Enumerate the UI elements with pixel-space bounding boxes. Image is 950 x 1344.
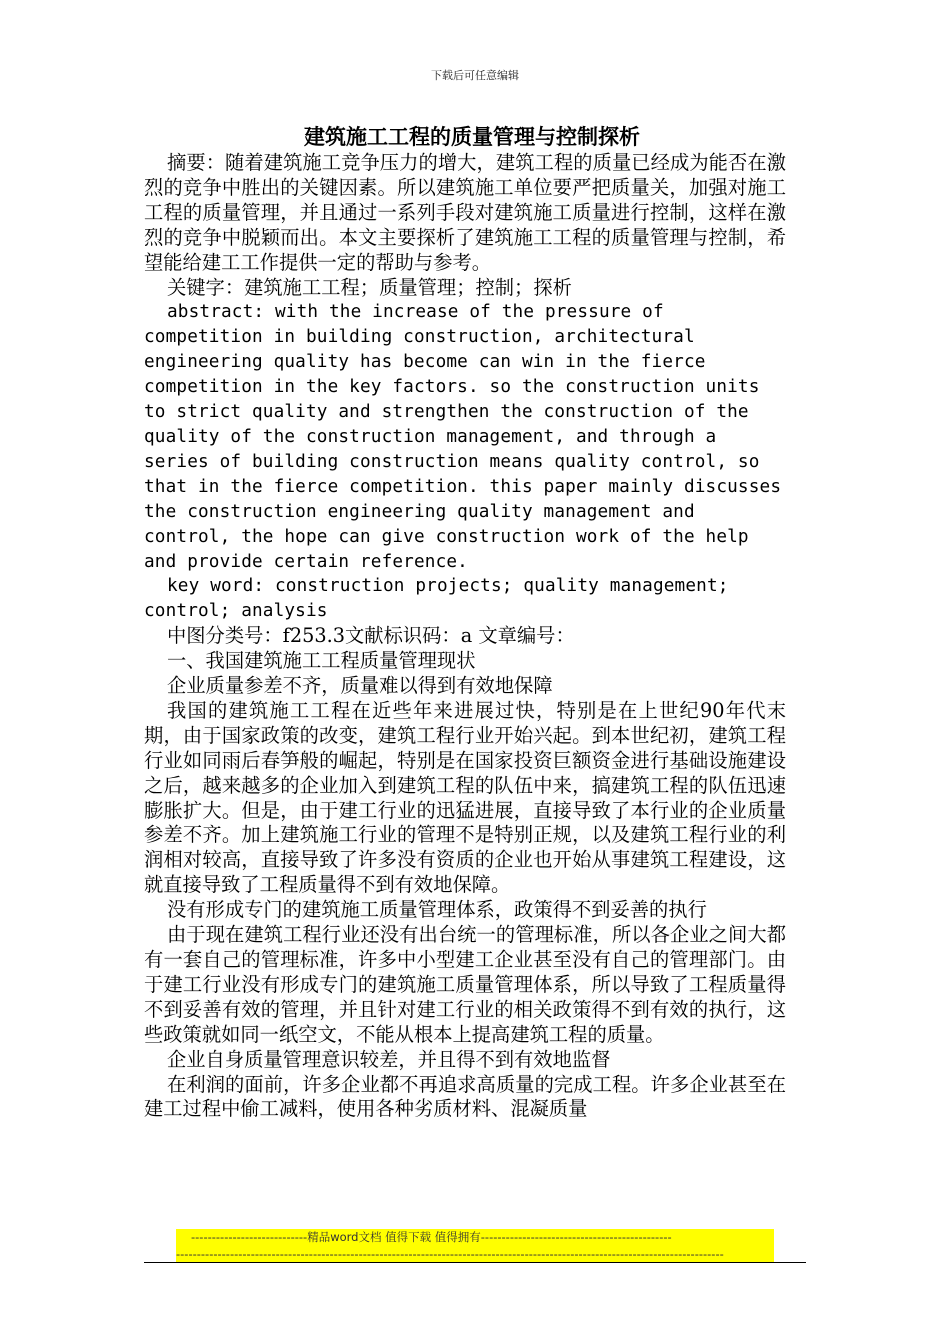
footer-banner-line2: ------------------------------------------------------------------------------------------------------------------------------------ xyxy=(176,1247,724,1261)
keywords-en: key word: construction projects; quality management; control; analysis xyxy=(144,576,729,622)
document-body xyxy=(144,124,786,1122)
section-heading: 一、我国建筑施工工程质量管理现状 xyxy=(167,649,476,673)
keywords-cn: 关键字：建筑施工工程；质量管理；控制；探析 xyxy=(167,275,572,299)
subsection-heading: 企业自身质量管理意识较差，并且得不到有效地监督 xyxy=(167,1047,611,1071)
document-title: 建筑施工工程的质量管理与控制探析 xyxy=(304,124,640,149)
footer-banner-line1: ----------------------------精品word文档 值得下载 值得拥有---------------------------------------------- xyxy=(191,1230,672,1244)
abstract-en: abstract: with the increase of the pressure of competition in building construction, architectural engineering quality has become can win in the fierce competition in the key factors. so the construction units to strict quality and strengthen the construction of the quality of the construction management, and through a series of building construction means quality control, so that in the fierce competition. this paper mainly discusses the construction engineering quality management and control, the hope can give construction work of the help and provide certain reference. xyxy=(144,302,782,572)
body-paragraph: 由于现在建筑工程行业还没有出台统一的管理标准，所以各企业之间大都有一套自己的管理标准，许多中小型建工企业甚至没有自己的管理部门。由于建工行业没有形成专门的建筑施工质量管理体系，所以导致了工程质量得不到妥善有效的管理，并且针对建工行业的相关政策得不到有效的执行，这些政策就如同一纸空文，不能从根本上提高建筑工程的质量。 xyxy=(144,923,786,1046)
body-paragraph: 在利润的面前，许多企业都不再追求高质量的完成工程。许多企业甚至在建工过程中偷工减料，使用各种劣质材料、混凝质量 xyxy=(144,1072,786,1121)
subsection-heading: 没有形成专门的建筑施工质量管理体系，政策得不到妥善的执行 xyxy=(167,898,707,922)
subsection-heading: 企业质量参差不齐，质量难以得到有效地保障 xyxy=(167,674,553,698)
page-header-note: 下载后可任意编辑 xyxy=(431,69,519,82)
footer-banner xyxy=(176,1229,774,1263)
abstract-cn: 摘要：随着建筑施工竞争压力的增大，建筑工程的质量已经成为能否在激烈的竞争中胜出的关键因素。所以建筑施工单位要严把质量关，加强对施工工程的质量管理，并且通过一系列手段对建筑施工质量进行控制，这样在激烈的竞争中脱颖而出。本文主要探析了建筑施工工程的质量管理与控制，希望能给建工工作提供一定的帮助与参考。 xyxy=(144,151,786,274)
body-paragraph: 我国的建筑施工工程在近些年来进展过快，特别是在上世纪90年代末期，由于国家政策的改变，建筑工程行业开始兴起。到本世纪初，建筑工程行业如同雨后春笋般的崛起，特别是在国家投资巨额资金进行基础设施建设之后，越来越多的企业加入到建筑工程的队伍中来，搞建筑工程的队伍迅速膨胀扩大。但是，由于建工行业的迅猛进展，直接导致了本行业的企业质量参差不齐。加上建筑施工行业的管理不是特别正规，以及建筑工程行业的利润相对较高，直接导致了许多没有资质的企业也开始从事建筑工程建设，这就直接导致了工程质量得不到有效地保障。 xyxy=(144,698,786,897)
classification-line: 中图分类号：f253.3文献标识码：a 文章编号： xyxy=(167,624,575,648)
footer-divider xyxy=(144,1262,806,1263)
